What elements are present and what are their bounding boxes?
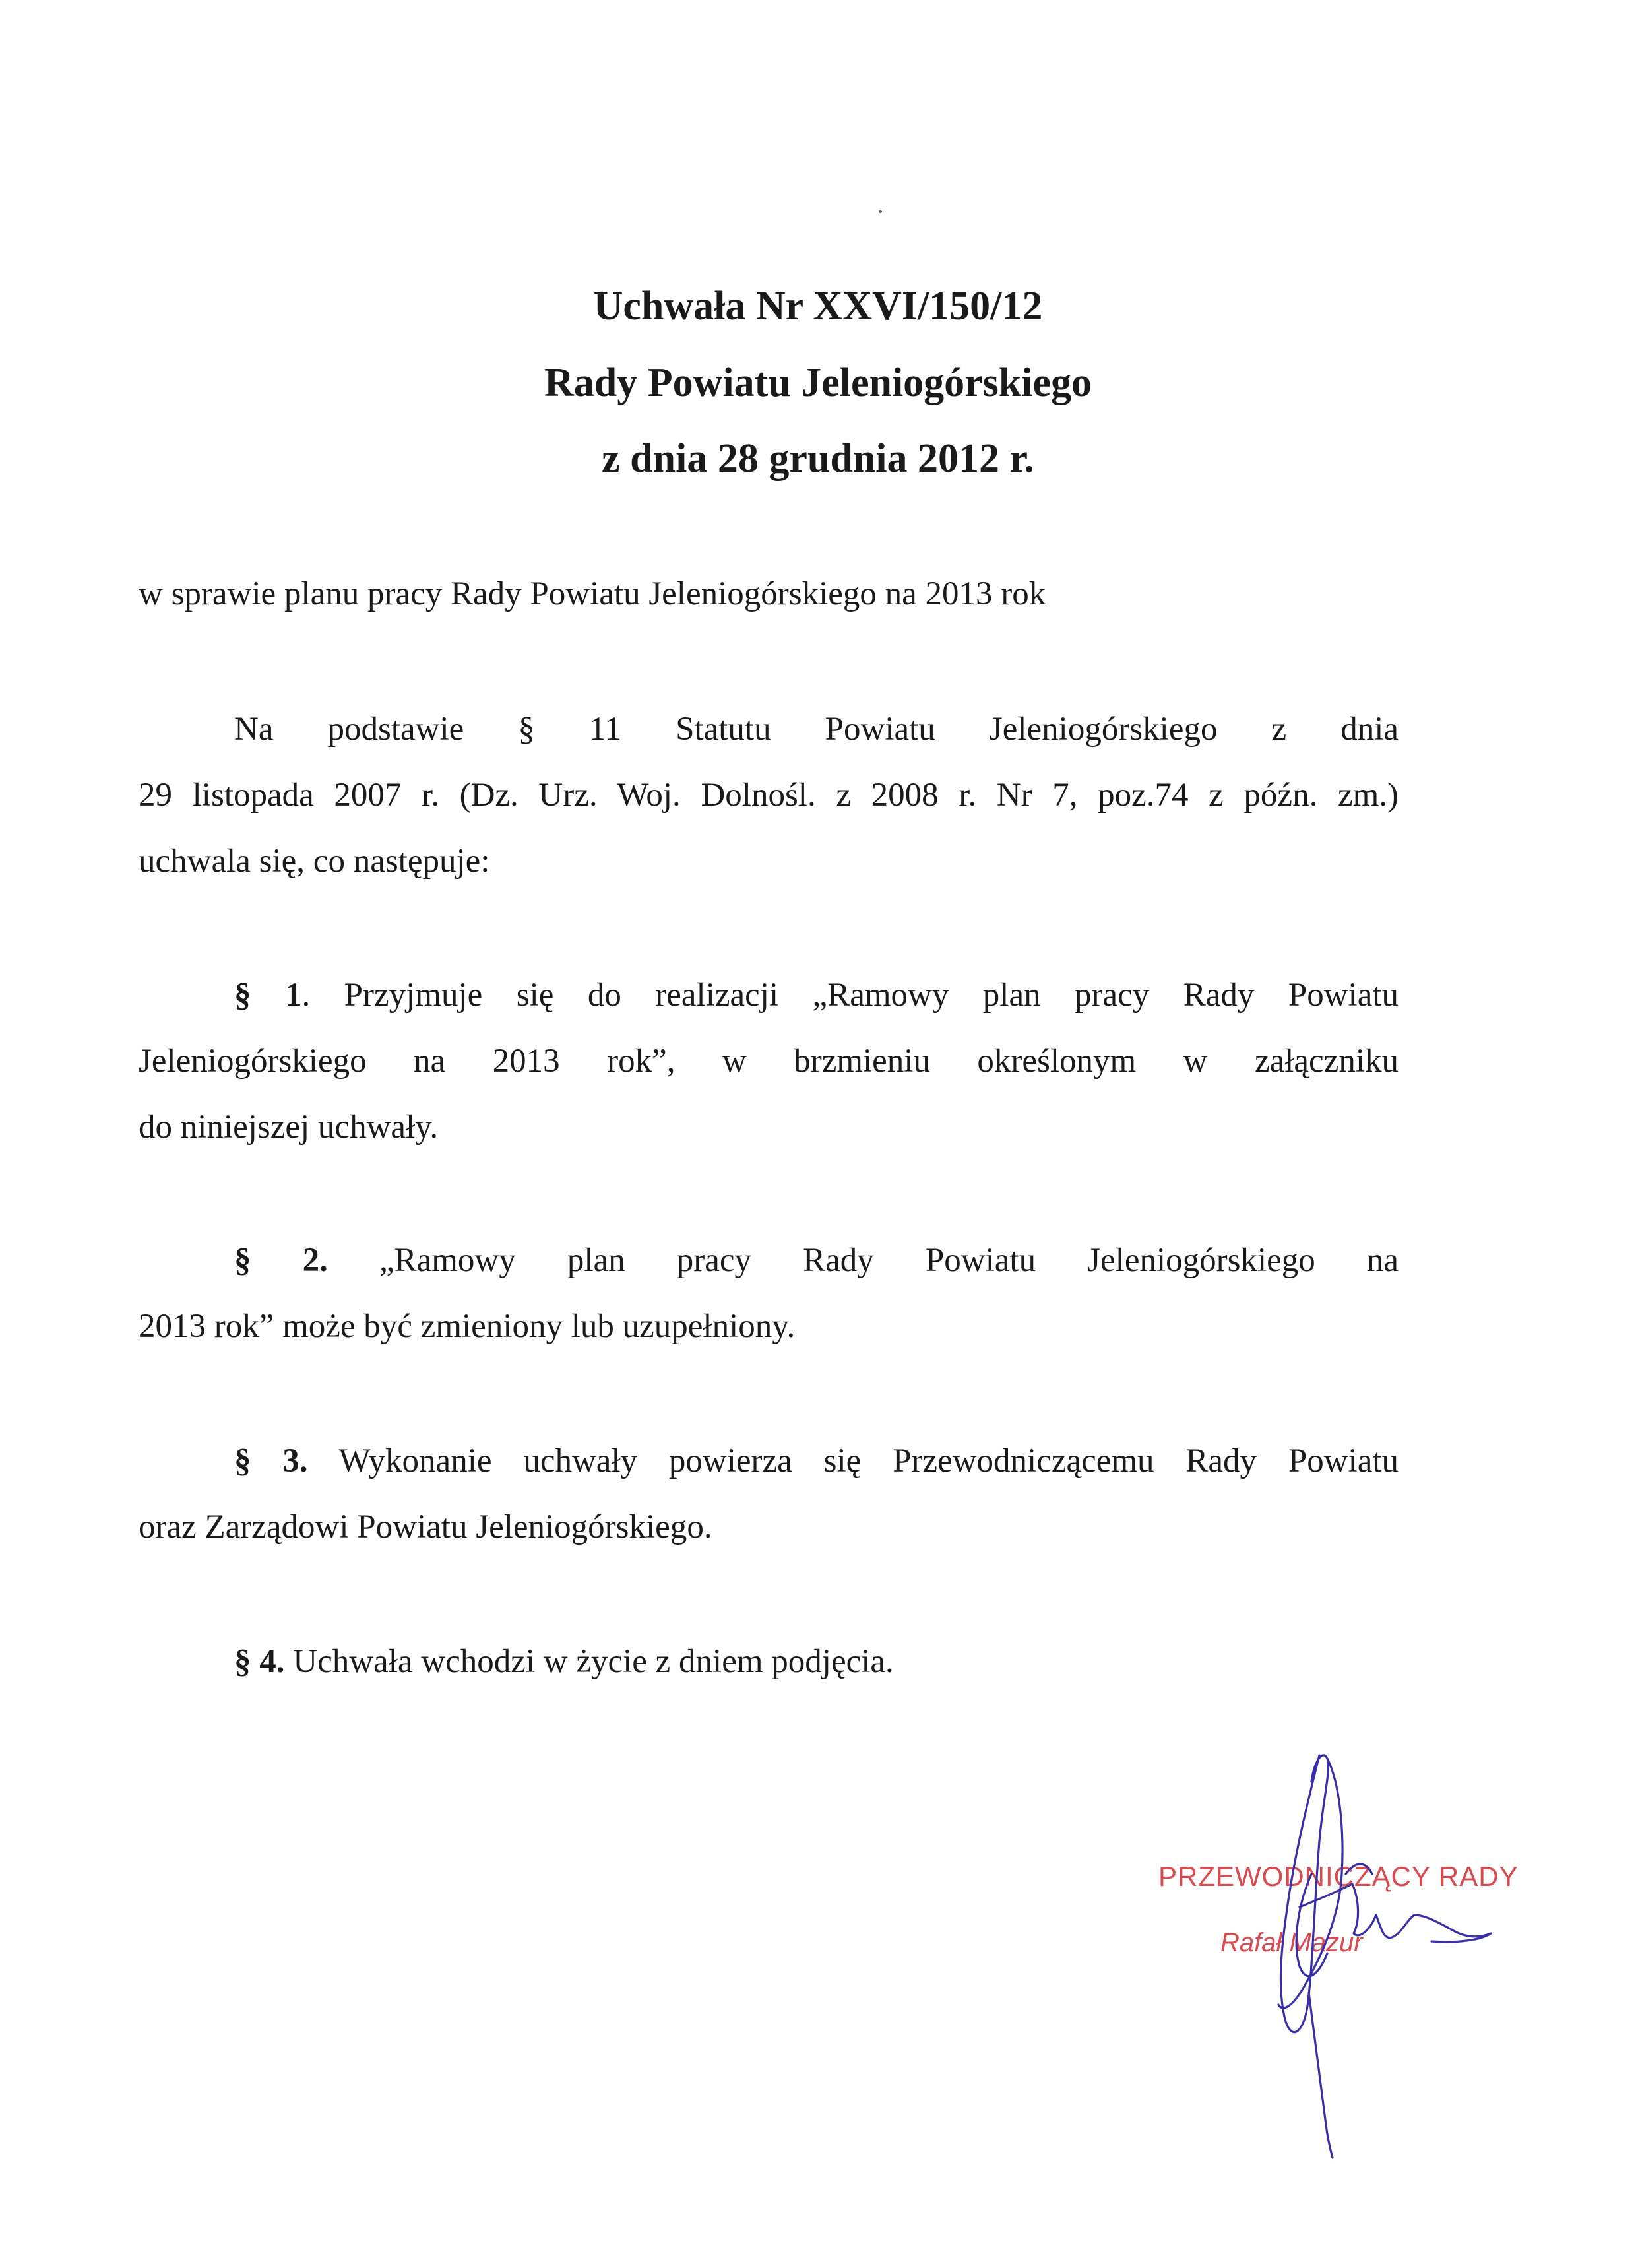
resolution-date: z dnia 28 grudnia 2012 r. <box>602 436 1034 481</box>
section-1-line-3: do niniejszej uchwały. <box>139 1109 439 1146</box>
section-2-line-1: „Ramowy plan pracy Rady Powiatu Jeleniogórskiego na <box>379 1242 1399 1279</box>
legal-basis-line-2: 29 listopada 2007 r. (Dz. Urz. Woj. Dolnośl. z 2008 r. Nr 7, poz.74 z późn. zm.) <box>139 777 1399 814</box>
section-4-mark: § 4. <box>234 1643 285 1680</box>
stamp-title: PRZEWODNICZĄCY RADY <box>1158 1861 1519 1892</box>
stamp-name: Rafał Mazur <box>1220 1928 1363 1957</box>
legal-basis-line-3: uchwala się, co następuje: <box>139 843 490 880</box>
scan-speck <box>879 210 882 213</box>
section-1 <box>139 962 1399 1160</box>
section-3-line-2: oraz Zarządowi Powiatu Jeleniogórskiego. <box>139 1508 712 1545</box>
section-3-mark: § 3. <box>234 1442 308 1479</box>
section-4 <box>139 1629 1399 1695</box>
section-1-line-1: . Przyjmuje się do realizacji „Ramowy plan pracy Rady Powiatu <box>301 977 1399 1014</box>
resolution-subject: w sprawie planu pracy Rady Powiatu Jeleniogórskiego na 2013 rok <box>139 575 1046 612</box>
section-3-line-1: Wykonanie uchwały powierza się Przewodniczącemu Rady Powiatu <box>338 1442 1399 1479</box>
section-2 <box>139 1227 1399 1359</box>
council-name: Rady Powiatu Jeleniogórskiego <box>544 360 1092 405</box>
section-3 <box>139 1428 1399 1560</box>
section-2-line-2: 2013 rok” może być zmieniony lub uzupełniony. <box>139 1308 796 1345</box>
signature-block <box>1121 1742 1517 2164</box>
handwritten-signature <box>1121 1742 1517 2164</box>
section-1-mark: § 1 <box>234 977 302 1014</box>
resolution-number: Uchwała Nr XXVI/150/12 <box>593 284 1043 329</box>
section-1-line-2: Jeleniogórskiego na 2013 rok”, w brzmieniu określonym w załączniku <box>139 1043 1399 1080</box>
section-4-line-1: Uchwała wchodzi w życie z dniem podjęcia. <box>293 1643 894 1680</box>
legal-basis-paragraph <box>139 696 1399 894</box>
legal-basis-line-1: Na podstawie § 11 Statutu Powiatu Jeleniogórskiego z dnia <box>234 711 1399 748</box>
section-2-mark: § 2. <box>234 1242 328 1279</box>
